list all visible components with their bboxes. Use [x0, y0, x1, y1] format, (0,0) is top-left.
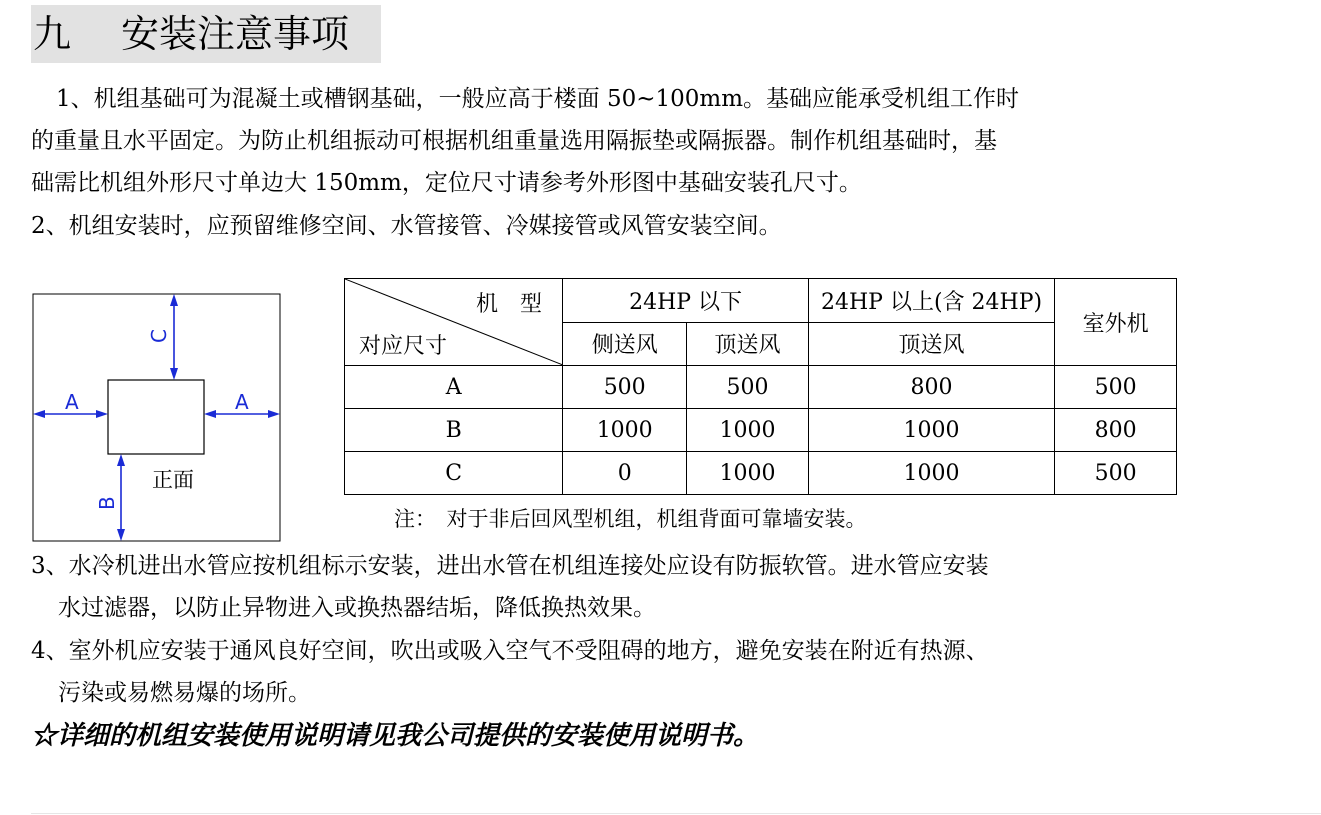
- table-cell: 500: [563, 366, 687, 409]
- table-cell: 500: [687, 366, 809, 409]
- paragraph-1-line-2: 的重量且水平固定。为防止机组振动可根据机组重量选用隔振垫或隔振器。制作机组基础时，基: [31, 128, 997, 154]
- table-cell: 500: [1055, 366, 1177, 409]
- table-cell: 0: [563, 452, 687, 495]
- table-cell: 1000: [687, 452, 809, 495]
- table-cell: 1000: [808, 452, 1054, 495]
- label-b: B: [95, 496, 119, 510]
- paragraph-2: 2、机组安装时，应预留维修空间、水管接管、冷媒接管或风管安装空间。: [31, 213, 782, 239]
- installation-manual-note: ☆详细的机组安装使用说明请见我公司提供的安装使用说明书。: [31, 721, 760, 751]
- label-c: C: [147, 329, 171, 343]
- front-label: 正面: [152, 468, 194, 492]
- table-header-row-1: [345, 279, 1177, 323]
- label-a-right: A: [235, 390, 249, 414]
- section-number: 九: [33, 12, 72, 56]
- paragraph-1-line-3: 础需比机组外形尺寸单边大 150mm，定位尺寸请参考外形图中基础安装孔尺寸。: [31, 170, 862, 196]
- paragraph-1-line-1: 1、机组基础可为混凝土或槽钢基础，一般应高于楼面 50~100mm。基础应能承受机组工作时: [56, 86, 1020, 112]
- header-model: 机 型: [476, 292, 543, 317]
- header-side-air: 侧送风: [563, 322, 687, 366]
- header-group-below-24hp: 24HP 以下: [563, 279, 809, 323]
- bottom-divider: [31, 813, 1321, 814]
- table-cell: 1000: [687, 409, 809, 452]
- header-top-air-2: 顶送风: [808, 322, 1054, 366]
- header-group-above-24hp: 24HP 以上(含 24HP): [808, 279, 1054, 323]
- header-outdoor-unit: 室外机: [1055, 279, 1177, 366]
- unit-outline: [108, 380, 204, 454]
- header-top-air-1: 顶送风: [687, 322, 809, 366]
- row-label: A: [345, 366, 563, 409]
- clearance-table: [344, 278, 1177, 495]
- table-diagonal-header: [345, 279, 563, 366]
- table-cell: 800: [1055, 409, 1177, 452]
- table-cell: 500: [1055, 452, 1177, 495]
- header-size: 对应尺寸: [359, 334, 448, 359]
- row-label: C: [345, 452, 563, 495]
- table-row: [345, 366, 1177, 409]
- table-cell: 1000: [563, 409, 687, 452]
- paragraph-4-line-2: 污染或易燃易爆的场所。: [58, 680, 311, 706]
- clearance-diagram: [0, 0, 300, 560]
- row-label: B: [345, 409, 563, 452]
- paragraph-3-line-1: 3、水冷机进出水管应按机组标示安装，进出水管在机组连接处应设有防振软管。进水管应安装: [31, 553, 989, 579]
- table-note: 注： 对于非后回风型机组，机组背面可靠墙安装。: [394, 507, 867, 531]
- table-row: [345, 452, 1177, 495]
- label-a-left: A: [65, 390, 79, 414]
- table-row: [345, 409, 1177, 452]
- section-title: 安装注意事项: [121, 12, 350, 56]
- table-cell: 1000: [808, 409, 1054, 452]
- table-cell: 800: [808, 366, 1054, 409]
- paragraph-4-line-1: 4、室外机应安装于通风良好空间，吹出或吸入空气不受阻碍的地方，避免安装在附近有热源、: [31, 638, 989, 664]
- paragraph-3-line-2: 水过滤器，以防止异物进入或换热器结垢，降低换热效果。: [58, 595, 656, 621]
